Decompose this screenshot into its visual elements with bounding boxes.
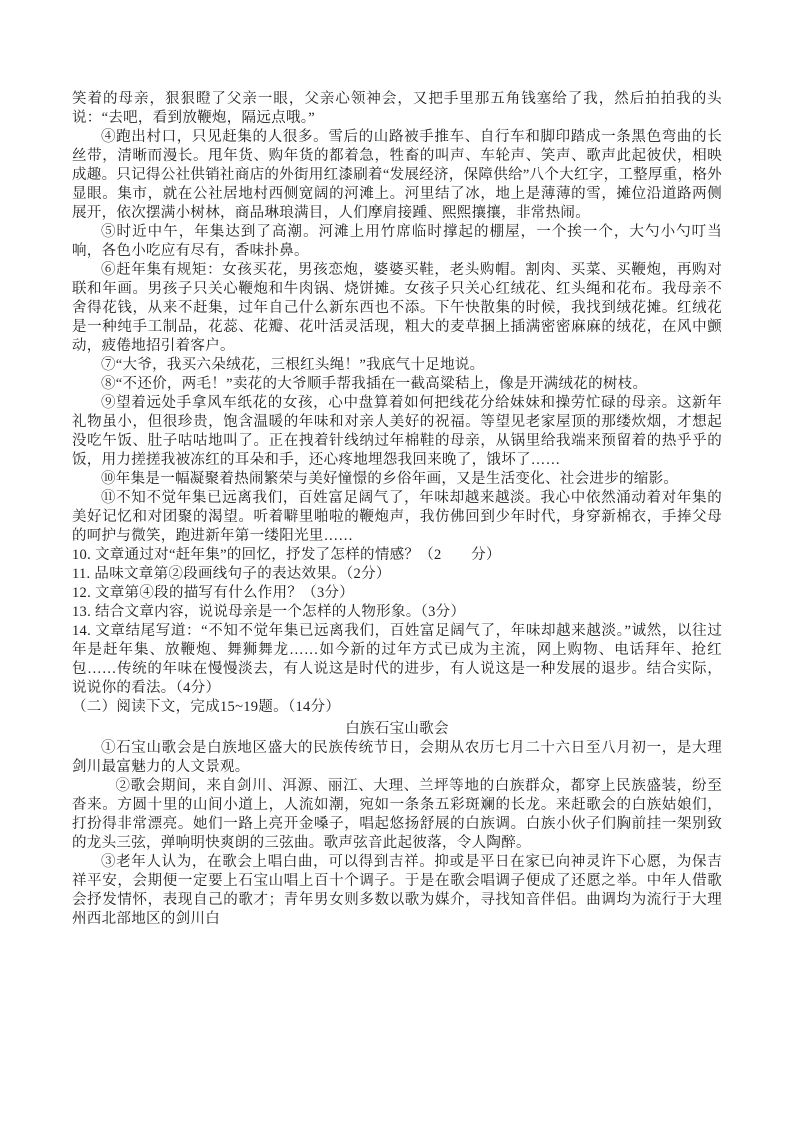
question-12: 12. 文章第④段的描写有什么作用？（3分）	[72, 585, 355, 601]
passage2-title: 白族石宝山歌会	[345, 721, 449, 737]
passage1-paragraph-8: ⑧“不还价，两毛！”卖花的大爷顺手帮我插在一截高粱秸上，像是开满绒花的树枝。	[101, 376, 648, 392]
passage2-paragraph-3: ③老年人认为，在歌会上唱白曲，可以得到吉祥。抑或是平日在家已向神灵许下心愿，为保吉祥平安，会期便一定要上石宝山唱上百十个调子。于是在歌会唱调子便成了还愿之举。中年人借歌会抒发情怀，表现自己的歌才；青年男女则多数以歌为媒介，寻找知音伴侣。曲调均为流行于大理州西北部地区的剑川白	[72, 854, 722, 927]
questions-block	[72, 546, 722, 698]
passage2-paragraph-1: ①石宝山歌会是白族地区盛大的民族传统节日，会期从农历七月二十六日至八月初一，是大理剑川最富魅力的人文景观。	[72, 740, 722, 775]
passage1-paragraph-4: ④跑出村口，只见赶集的人很多。雪后的山路被手推车、自行车和脚印踏成一条黑色弯曲的长丝带，清晰而漫长。甩年货、购年货的都着急，牲畜的叫声、车轮声、笑声、歌声此起彼伏，相映成趣。只记得公社供销社商店的外街用红漆刷着“发展经济，保障供给”八个大红字，工整厚重，格外显眼。集市，就在公社居地村西侧宽阔的河滩上。河里结了冰，地上是薄薄的雪，摊位沿道路两侧展开，依次摆满小树林，商品琳琅满目，人们摩肩接踵、熙熙攘攘，非常热闹。	[72, 129, 722, 221]
passage1-continuation-text: 笑着的母亲，狠狠瞪了父亲一眼，父亲心领神会，又把手里那五角钱塞给了我，然后拍拍我的头说：“去吧，看到放鞭炮，隔远点哦。”	[72, 91, 722, 126]
passage1-paragraph-7: ⑦“大爷，我买六朵绒花，三根红头绳！”我底气十足地说。	[101, 357, 485, 373]
passage2-paragraph-2: ②歌会期间，来自剑川、洱源、丽江、大理、兰坪等地的白族群众，都穿上民族盛装，纷至沓来。方圆十里的山间小道上，人流如潮，宛如一条条五彩斑斓的长龙。来赶歌会的白族姑娘们，打扮得非常漂亮。她们一路上亮开金嗓子，唱起悠扬舒展的白族调。白族小伙子们胸前挂一架别致的龙头三弦，弹响明快爽朗的三弦曲。歌声弦音此起彼落，令人陶醉。	[72, 778, 722, 851]
passage1-paragraph-10: ⑩年集是一幅凝聚着热闹繁荣与美好憧憬的乡俗年画，又是生活变化、社会进步的缩影。	[101, 471, 679, 487]
passage1-paragraph-6: ⑥赶年集有规矩：女孩买花，男孩恋炮，婆婆买鞋，老头购帽。割肉、买菜、买鞭炮，再购对联和年画。男孩子只关心鞭炮和牛肉锅、烧饼摊。女孩子只关心红绒花、红头绳和花布。我母亲不舍得花钱，从来不赶集，过年自己什么新东西也不添。下午快散集的时候，我找到绒花摊。红绒花是一种纯手工制品，花蕊、花瓣、花叶活灵活现，粗大的麦草捆上插满密密麻麻的绒花，在风中颤动，疲倦地招引着客户。	[72, 262, 722, 354]
passage2-section-header: （二）阅读下文，完成15~19题。（14分）	[72, 699, 341, 715]
passage1-paragraph-9: ⑨望着远处手拿风车纸花的女孩，心中盘算着如何把线花分给妹妹和操劳忙碌的母亲。这新年礼物虽小，但很珍贵，饱含温暖的年味和对亲人美好的祝福。等望见老家屋顶的那缕炊烟，才想起没吃午饭、肚子咕咕地叫了。正在拽着针线纳过年棉鞋的母亲，从锅里给我端来预留着的热乎乎的饭，用力搓搓我被冻红的耳朵和手，还心疼地埋怨我回来晚了，饿坏了……	[72, 395, 722, 468]
passage1-reading-text	[72, 90, 722, 546]
question-14: 14. 文章结尾写道：“不知不觉年集已远离我们，百姓富足阔气了，年味却越来越淡。”诚然，以往过年是赶年集、放鞭炮、舞狮舞龙……如今新的过年方式已成为主流，网上购物、电话拜年、抢红包……传统的年味在慢慢淡去，有人说这是时代的进步，有人说这是一种发展的退步。结合实际，说说你的看法。（4分）	[72, 623, 722, 696]
question-13: 13. 结合文章内容，说说母亲是一个怎样的人物形象。（3分）	[72, 604, 466, 620]
passage1-paragraph-11: ⑪不知不觉年集已远离我们，百姓富足阔气了，年味却越来越淡。我心中依然涌动着对年集的美好记忆和对团聚的渴望。听着噼里啪啦的鞭炮声，我仿佛回到少年时代，身穿新棉衣，手捧父母的呵护与微笑，跑进新年第一缕阳光里……	[72, 490, 722, 544]
question-11: 11. 品味文章第②段画线句子的表达效果。（2分）	[72, 566, 391, 582]
question-10: 10. 文章通过对“赶年集”的回忆，抒发了怎样的情感？（2 分）	[72, 547, 501, 563]
passage1-paragraph-5: ⑤时近中午，年集达到了高潮。河滩上用竹席临时撑起的棚屋，一个挨一个，大勺小勺叮当响，各色小吃应有尽有，香味扑鼻。	[72, 224, 722, 259]
passage2-reading-text	[72, 698, 722, 929]
